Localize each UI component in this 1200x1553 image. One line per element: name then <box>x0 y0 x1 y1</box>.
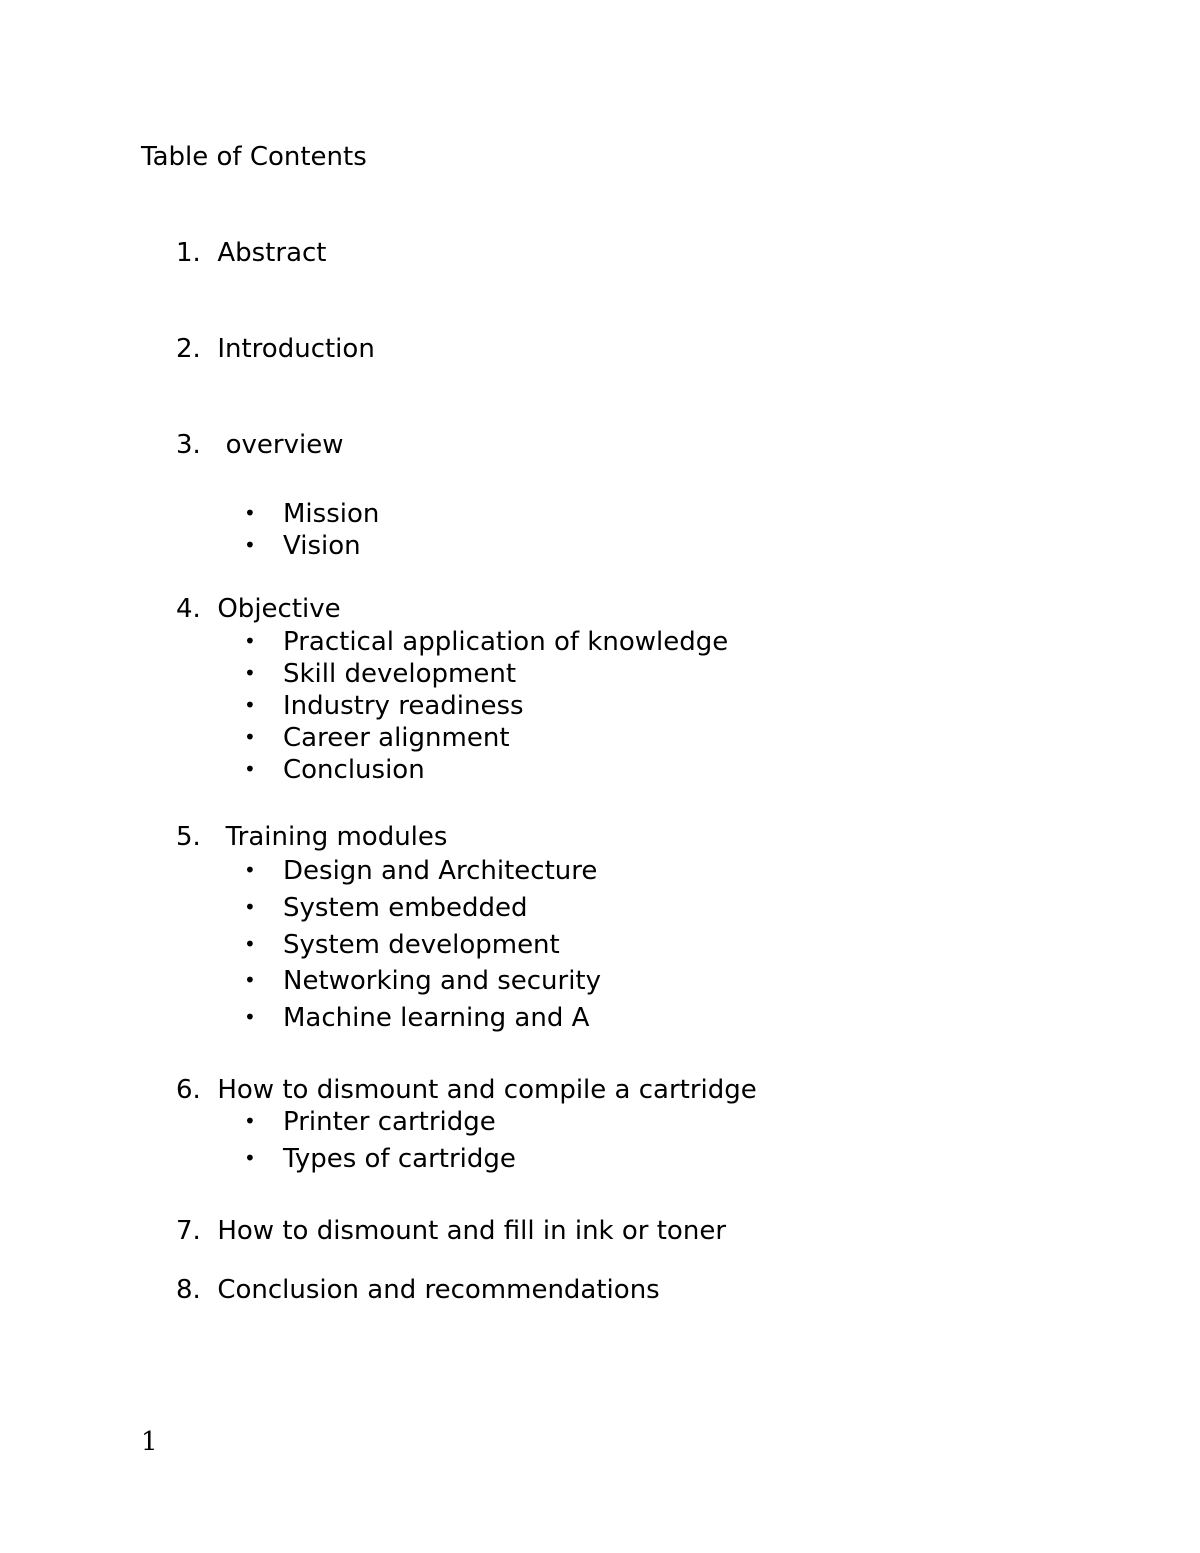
section-number: 5. <box>176 822 210 852</box>
toc-subitem <box>244 657 516 690</box>
toc-section-overview <box>176 429 343 461</box>
bullet-icon: • <box>244 968 256 992</box>
subitem-label: Mission <box>283 499 380 529</box>
bullet-icon: • <box>244 1146 256 1170</box>
toc-section-dismount-fill <box>176 1215 726 1247</box>
section-number: 7. <box>176 1216 210 1246</box>
toc-subitem <box>244 1142 516 1175</box>
toc-subitem <box>244 625 728 658</box>
subitem-label: System embedded <box>283 893 528 923</box>
subitem-label: Skill development <box>283 659 517 689</box>
section-label: Training modules <box>217 822 448 852</box>
toc-subitem <box>244 964 601 997</box>
bullet-icon: • <box>244 501 256 525</box>
bullet-icon: • <box>244 725 256 749</box>
toc-section-abstract <box>176 237 327 269</box>
section-number: 6. <box>176 1075 210 1105</box>
toc-subitem <box>244 753 425 786</box>
toc-section-conclusion <box>176 1274 660 1306</box>
toc-subitem <box>244 1001 589 1034</box>
toc-subitem <box>244 529 361 562</box>
toc-section-training-modules <box>176 821 447 853</box>
bullet-icon: • <box>244 757 256 781</box>
toc-subitem <box>244 891 528 924</box>
subitem-label: Vision <box>283 531 361 561</box>
subitem-label: Networking and security <box>283 966 602 996</box>
subitem-label: Conclusion <box>283 755 425 785</box>
section-number: 2. <box>176 334 210 364</box>
section-label: Conclusion and recommendations <box>217 1275 660 1305</box>
toc-section-introduction <box>176 333 375 365</box>
bullet-icon: • <box>244 533 256 557</box>
section-number: 3. <box>176 430 210 460</box>
section-label: Introduction <box>217 334 375 364</box>
bullet-icon: • <box>244 661 256 685</box>
subitem-label: Career alignment <box>283 723 510 753</box>
toc-subitem <box>244 928 560 961</box>
bullet-icon: • <box>244 629 256 653</box>
bullet-icon: • <box>244 858 256 882</box>
section-number: 1. <box>176 238 210 268</box>
toc-subitem <box>244 689 524 722</box>
section-number: 4. <box>176 594 210 624</box>
subitem-label: Printer cartridge <box>283 1107 496 1137</box>
toc-subitem <box>244 721 510 754</box>
subitem-label: Types of cartridge <box>283 1144 516 1174</box>
subitem-label: Practical application of knowledge <box>283 627 729 657</box>
section-label: How to dismount and fill in ink or toner <box>217 1216 727 1246</box>
section-label: Abstract <box>217 238 327 268</box>
document-title: Table of Contents <box>141 142 367 172</box>
toc-section-dismount-compile <box>176 1074 757 1106</box>
section-label: Objective <box>217 594 341 624</box>
section-label: How to dismount and compile a cartridge <box>217 1075 757 1105</box>
section-number: 8. <box>176 1275 210 1305</box>
bullet-icon: • <box>244 895 256 919</box>
subitem-label: Design and Architecture <box>283 856 598 886</box>
bullet-icon: • <box>244 1109 256 1133</box>
toc-subitem <box>244 497 379 530</box>
toc-subitem <box>244 854 597 887</box>
bullet-icon: • <box>244 693 256 717</box>
page-number: 1 <box>141 1427 158 1457</box>
subitem-label: System development <box>283 930 560 960</box>
bullet-icon: • <box>244 932 256 956</box>
bullet-icon: • <box>244 1005 256 1029</box>
toc-section-objective <box>176 593 341 625</box>
subitem-label: Machine learning and A <box>283 1003 590 1033</box>
toc-subitem <box>244 1105 496 1138</box>
subitem-label: Industry readiness <box>283 691 524 721</box>
section-label: overview <box>217 430 344 460</box>
